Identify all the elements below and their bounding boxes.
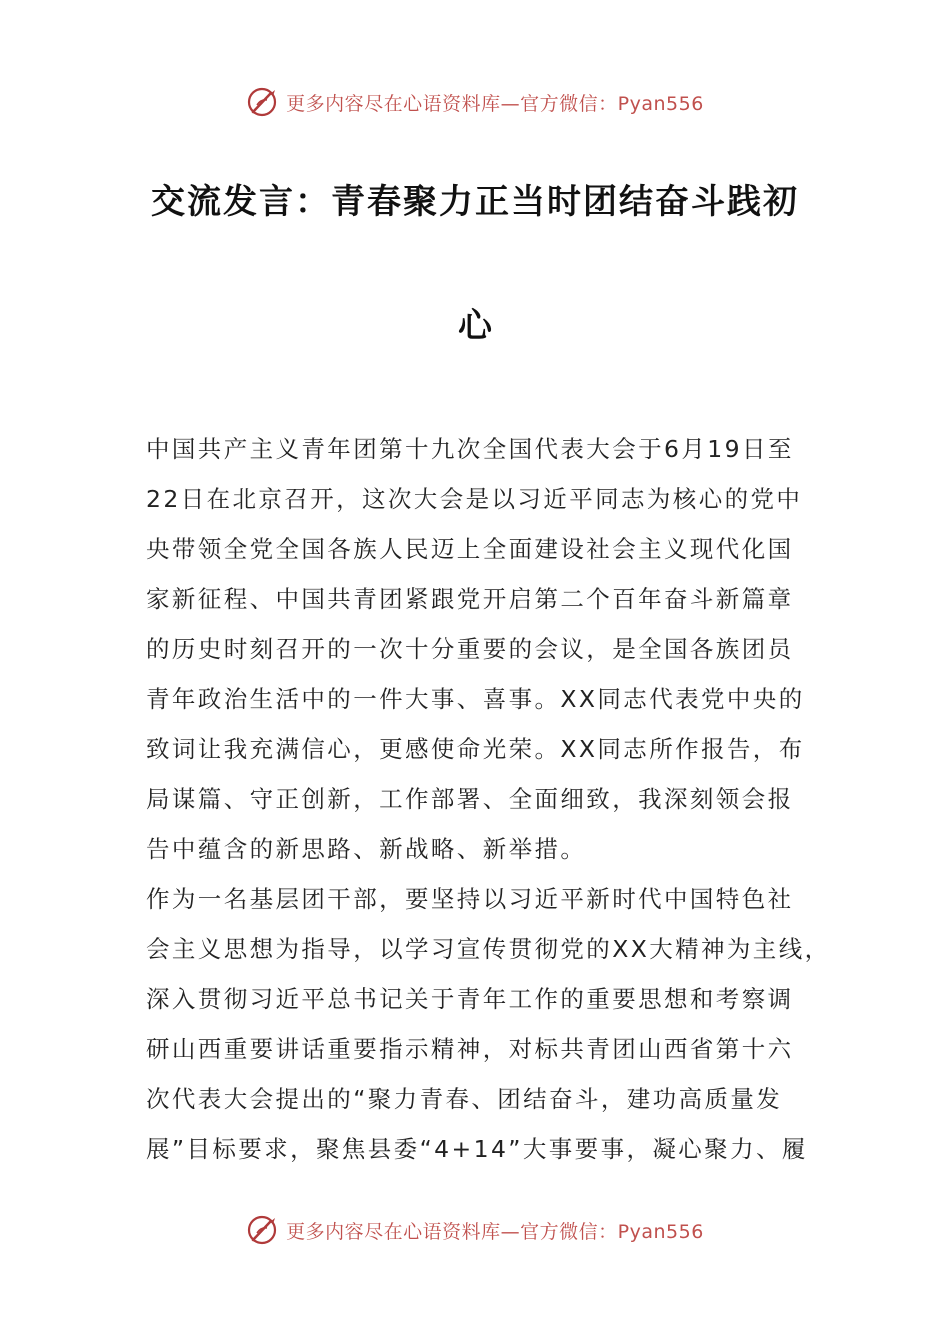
page-title-continued: 心 <box>458 306 492 346</box>
body-text <box>146 424 831 1174</box>
page-title: 交流发言：青春聚力正当时团结奋斗践初 <box>151 182 799 222</box>
body-line: 央带领全党全国各族人民迈上全面建设社会主义现代化国 <box>146 535 794 563</box>
body-line: 的历史时刻召开的一次十分重要的会议，是全国各族团员 <box>146 635 794 663</box>
header-banner <box>0 82 950 122</box>
pen-circle-logo-icon <box>246 1213 280 1247</box>
body-line: 家新征程、中国共青团紧跟党开启第二个百年奋斗新篇章 <box>146 585 794 613</box>
header-banner-text: 更多内容尽在心语资料库—官方微信：Pyan556 <box>286 92 704 115</box>
body-line: 深入贯彻习近平总书记关于青年工作的重要思想和考察调 <box>146 985 794 1013</box>
body-line: 告中蕴含的新思路、新战略、新举措。 <box>146 835 587 863</box>
body-line: 中国共产主义青年团第十九次全国代表大会于6月19日至 <box>146 435 794 463</box>
body-line: 局谋篇、守正创新，工作部署、全面细致，我深刻领会报 <box>146 785 794 813</box>
body-line: 展”目标要求，聚焦县委“4+14”大事要事，凝心聚力、履 <box>146 1135 808 1163</box>
footer-banner <box>0 1210 950 1250</box>
footer-banner-text: 更多内容尽在心语资料库—官方微信：Pyan556 <box>286 1220 704 1243</box>
body-line: 青年政治生活中的一件大事、喜事。XX同志代表党中央的 <box>146 685 805 713</box>
body-line: 22日在北京召开，这次大会是以习近平同志为核心的党中 <box>146 485 803 513</box>
body-line: 致词让我充满信心，更感使命光荣。XX同志所作报告，布 <box>146 735 805 763</box>
pen-circle-logo-icon <box>246 85 280 119</box>
body-line: 研山西重要讲话重要指示精神，对标共青团山西省第十六 <box>146 1035 794 1063</box>
body-line: 会主义思想为指导，以学习宣传贯彻党的XX大精神为主线， <box>146 935 831 963</box>
body-line: 作为一名基层团干部，要坚持以习近平新时代中国特色社 <box>146 885 794 913</box>
body-line: 次代表大会提出的“聚力青春、团结奋斗，建功高质量发 <box>146 1085 783 1113</box>
